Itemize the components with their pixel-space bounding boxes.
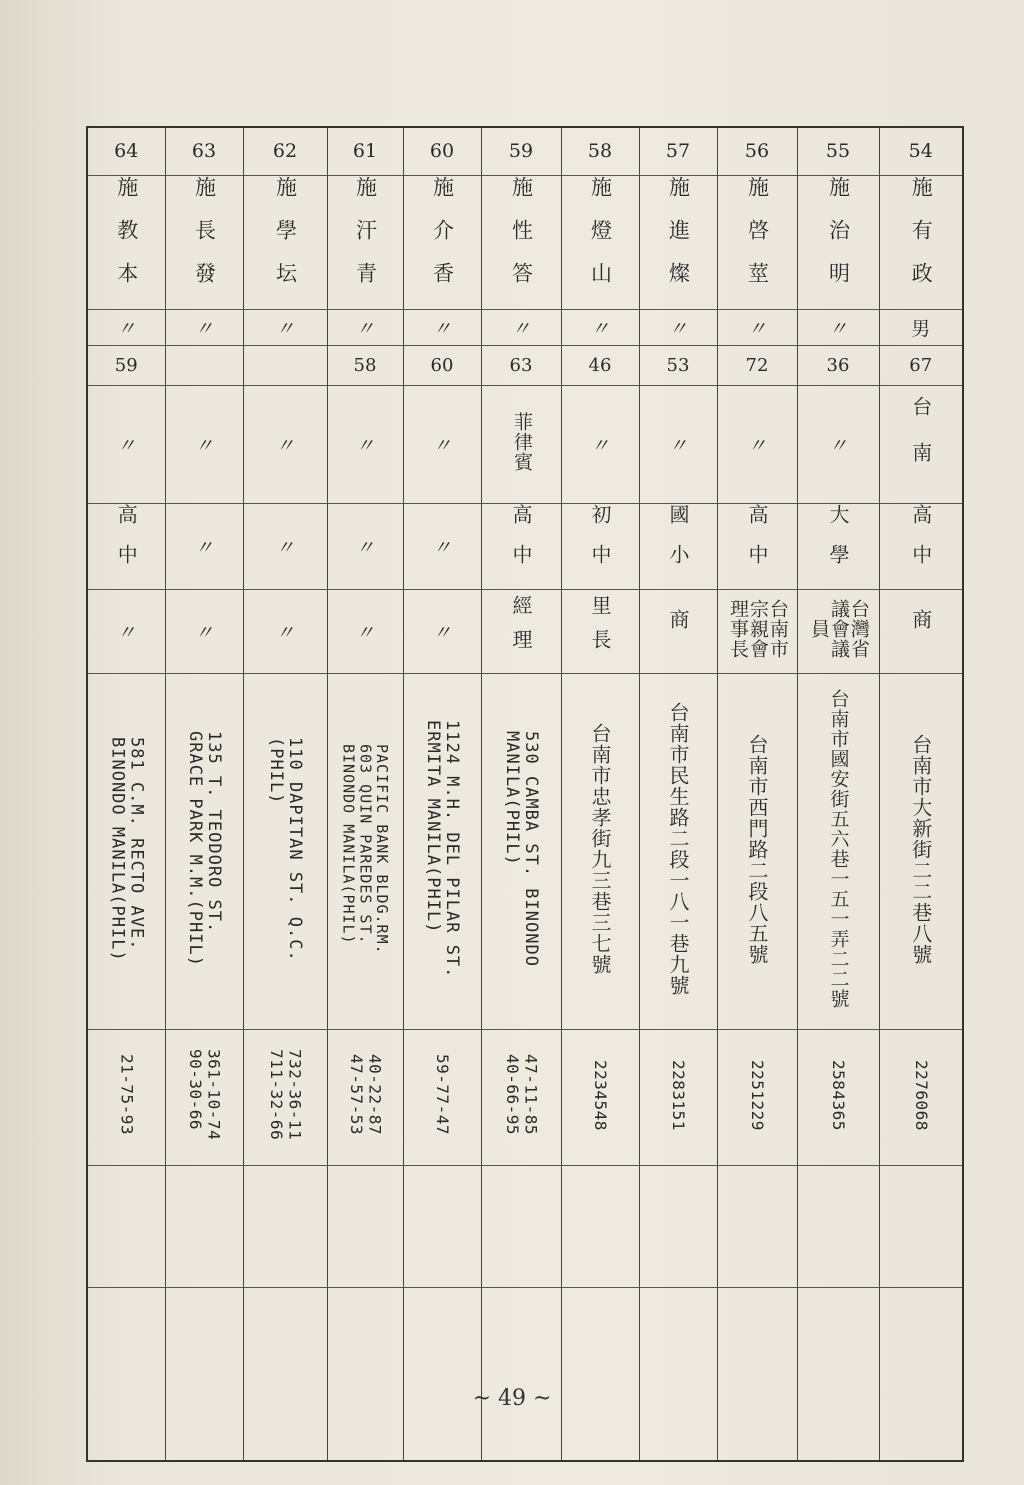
cell-number [327, 127, 403, 175]
cell-age [797, 345, 879, 385]
cell-origin [165, 385, 243, 503]
cell-blank [327, 1287, 403, 1461]
member-address: 135 T. TEODORO ST. GRACE PARK M.M.(PHIL) [185, 731, 225, 967]
cell-education [797, 503, 879, 589]
cell-blank [639, 1165, 717, 1287]
cell-occupation [717, 589, 797, 673]
cell-name [481, 175, 561, 309]
member-sex: 〃 [355, 317, 375, 340]
cell-education [87, 503, 165, 589]
member-phone: 2584365 [829, 1059, 849, 1131]
member-phone: 2283151 [669, 1059, 689, 1131]
member-number: 63 [191, 140, 217, 163]
cell-phone [879, 1029, 963, 1165]
member-address: 530 CAMBA ST. BINONDO MANILA(PHIL) [502, 731, 542, 967]
member-age: 63 [509, 354, 533, 376]
member-origin: 〃 [747, 434, 767, 457]
member-phone: 732-36-11 711-32-66 [267, 1049, 305, 1141]
cell-sex [797, 309, 879, 345]
cell-name [639, 175, 717, 309]
member-number: 61 [352, 140, 378, 163]
row-age [87, 345, 963, 385]
cell-number [561, 127, 639, 175]
cell-name [717, 175, 797, 309]
cell-sex [717, 309, 797, 345]
cell-education [481, 503, 561, 589]
member-phone: 21-75-93 [117, 1054, 137, 1136]
cell-age [561, 345, 639, 385]
cell-address [717, 673, 797, 1029]
cell-phone [481, 1029, 561, 1165]
cell-education [639, 503, 717, 589]
cell-number [403, 127, 481, 175]
cell-address [481, 673, 561, 1029]
cell-education [717, 503, 797, 589]
member-number: 60 [429, 140, 455, 163]
member-phone: 2234548 [591, 1059, 611, 1131]
cell-blank [561, 1165, 639, 1287]
cell-blank [797, 1165, 879, 1287]
member-name: 施學坛 [273, 175, 298, 305]
cell-name [87, 175, 165, 309]
cell-age [243, 345, 327, 385]
member-sex: 〃 [194, 317, 214, 340]
row-education [87, 503, 963, 589]
cell-age [165, 345, 243, 385]
cell-occupation [87, 589, 165, 673]
cell-occupation [879, 589, 963, 673]
cell-blank [165, 1165, 243, 1287]
member-education: 大學 [826, 504, 850, 584]
member-age: 46 [588, 354, 612, 376]
cell-occupation [327, 589, 403, 673]
cell-education [879, 503, 963, 589]
member-sex: 〃 [828, 317, 848, 340]
member-name: 施治明 [826, 175, 851, 305]
member-address: 台南市大新街二二巷八號 [908, 733, 933, 965]
cell-origin [243, 385, 327, 503]
member-name: 施教本 [114, 175, 139, 305]
member-occupation: 〃 [116, 621, 136, 644]
member-age: 60 [430, 354, 454, 376]
member-education: 國小 [666, 504, 690, 584]
cell-phone [165, 1029, 243, 1165]
member-number: 64 [114, 140, 139, 163]
cell-address [165, 673, 243, 1029]
page-number: ~ 49 ~ [472, 1386, 552, 1411]
cell-origin [87, 385, 165, 503]
member-name: 施介香 [430, 175, 455, 305]
member-name: 施燈山 [588, 175, 613, 305]
member-education: 〃 [275, 536, 295, 559]
cell-address [327, 673, 403, 1029]
cell-blank [717, 1165, 797, 1287]
member-number: 54 [908, 140, 933, 163]
member-origin: 〃 [194, 434, 214, 457]
cell-origin [717, 385, 797, 503]
member-age: 58 [353, 354, 377, 376]
member-education: 高中 [509, 504, 533, 584]
member-number: 55 [825, 140, 851, 163]
cell-phone [639, 1029, 717, 1165]
cell-name [403, 175, 481, 309]
cell-phone [403, 1029, 481, 1165]
cell-blank [481, 1287, 561, 1461]
member-origin: 〃 [355, 434, 375, 457]
member-address: 1124 M.H. DEL PILAR ST. ERMITA MANILA(PHIL) [423, 719, 463, 979]
cell-number [243, 127, 327, 175]
cell-blank [243, 1287, 327, 1461]
member-sex: 〃 [432, 317, 452, 340]
cell-phone [797, 1029, 879, 1165]
member-number: 57 [665, 140, 691, 163]
cell-occupation [561, 589, 639, 673]
row-occupation [87, 589, 963, 673]
cell-education [165, 503, 243, 589]
member-education: 〃 [355, 536, 375, 559]
member-education: 初中 [588, 504, 612, 584]
row-blank [87, 1165, 963, 1287]
member-phone: 2276068 [911, 1059, 931, 1131]
cell-education [561, 503, 639, 589]
cell-number [717, 127, 797, 175]
cell-address [87, 673, 165, 1029]
cell-blank [243, 1165, 327, 1287]
cell-blank [403, 1165, 481, 1287]
cell-blank [561, 1287, 639, 1461]
row-number [87, 127, 963, 175]
member-origin: 〃 [432, 434, 452, 457]
cell-occupation [639, 589, 717, 673]
cell-origin [327, 385, 403, 503]
member-origin: 〃 [828, 434, 848, 457]
member-sex: 〃 [511, 317, 531, 340]
row-phone [87, 1029, 963, 1165]
cell-age [87, 345, 165, 385]
cell-sex [243, 309, 327, 345]
cell-name [797, 175, 879, 309]
member-origin: 〃 [116, 434, 136, 457]
member-origin: 〃 [275, 434, 295, 457]
cell-sex [879, 309, 963, 345]
member-sex: 〃 [747, 317, 767, 340]
cell-phone [87, 1029, 165, 1165]
member-sex: 〃 [116, 317, 136, 340]
member-name: 施汗青 [353, 175, 378, 305]
member-name: 施性答 [509, 175, 534, 305]
member-address: 110 DAPITAN ST. Q.C. (PHIL) [266, 736, 306, 962]
cell-education [403, 503, 481, 589]
row-sex [87, 309, 963, 345]
cell-address [561, 673, 639, 1029]
member-phone: 59-77-47 [433, 1054, 453, 1136]
member-occupation: 台灣省議會議員 [808, 599, 870, 659]
member-number: 59 [508, 140, 534, 163]
cell-blank [717, 1287, 797, 1461]
member-phone: 47-11-85 40-66-95 [503, 1054, 541, 1136]
member-origin: 菲律賓 [510, 412, 533, 472]
cell-occupation [481, 589, 561, 673]
cell-sex [87, 309, 165, 345]
cell-occupation [403, 589, 481, 673]
cell-sex [481, 309, 561, 345]
member-occupation: 商 [666, 609, 690, 649]
cell-blank [481, 1165, 561, 1287]
member-sex: 〃 [275, 317, 295, 340]
member-sex: 男 [911, 317, 931, 340]
member-occupation: 〃 [275, 621, 295, 644]
member-phone: 2251229 [748, 1059, 768, 1131]
member-occupation: 里長 [588, 595, 612, 663]
member-number: 56 [744, 140, 770, 163]
member-occupation: 〃 [194, 621, 214, 644]
member-age: 72 [745, 354, 769, 376]
member-age: 59 [114, 354, 138, 376]
member-address: PACIFIC BANK BLDG.RM. 603 QUIN PAREDES ST. BINONDO MANILA(PHIL) [339, 743, 392, 955]
row-name [87, 175, 963, 309]
cell-number [87, 127, 165, 175]
cell-name [879, 175, 963, 309]
cell-sex [165, 309, 243, 345]
cell-education [327, 503, 403, 589]
member-age: 67 [909, 354, 933, 376]
cell-phone [327, 1029, 403, 1165]
member-sex: 〃 [668, 317, 688, 340]
member-phone: 361-10-74 90-30-66 [186, 1049, 224, 1141]
member-occupation: 商 [908, 609, 933, 649]
cell-occupation [797, 589, 879, 673]
member-occupation: 〃 [432, 621, 452, 644]
cell-phone [243, 1029, 327, 1165]
cell-name [327, 175, 403, 309]
cell-age [717, 345, 797, 385]
member-origin: 台南 [908, 396, 933, 488]
cell-number [797, 127, 879, 175]
member-occupation: 台南市宗親會理事長 [727, 599, 789, 659]
cell-age [879, 345, 963, 385]
cell-blank [87, 1287, 165, 1461]
member-address: 台南市國安街五六巷一五一弄二二號 [827, 689, 850, 1009]
member-education: 〃 [432, 536, 452, 559]
cell-phone [717, 1029, 797, 1165]
member-occupation: 經理 [509, 595, 533, 663]
cell-number [879, 127, 963, 175]
member-roster-table [86, 126, 964, 1462]
cell-blank [165, 1287, 243, 1461]
cell-origin [879, 385, 963, 503]
cell-address [243, 673, 327, 1029]
member-origin: 〃 [590, 434, 610, 457]
cell-occupation [243, 589, 327, 673]
cell-number [481, 127, 561, 175]
cell-sex [327, 309, 403, 345]
cell-origin [403, 385, 481, 503]
member-name: 施啓莖 [745, 175, 770, 305]
member-number: 62 [272, 140, 298, 163]
cell-blank [797, 1287, 879, 1461]
member-education: 高中 [745, 504, 769, 584]
member-address: 台南市忠孝街九三巷三七號 [588, 723, 612, 975]
cell-age [403, 345, 481, 385]
cell-blank [879, 1287, 963, 1461]
member-name: 施有政 [909, 175, 934, 305]
cell-sex [561, 309, 639, 345]
member-name: 施進燦 [666, 175, 691, 305]
cell-origin [481, 385, 561, 503]
cell-sex [639, 309, 717, 345]
cell-age [327, 345, 403, 385]
cell-number [639, 127, 717, 175]
row-origin [87, 385, 963, 503]
member-address: 台南市民生路二段一八一巷九號 [666, 702, 690, 996]
cell-blank [87, 1165, 165, 1287]
member-age: 36 [826, 354, 850, 376]
cell-blank [639, 1287, 717, 1461]
member-origin: 〃 [668, 434, 688, 457]
cell-blank [403, 1287, 481, 1461]
cell-age [481, 345, 561, 385]
cell-occupation [165, 589, 243, 673]
member-phone: 40-22-87 47-57-53 [347, 1054, 385, 1136]
member-occupation: 〃 [355, 621, 375, 644]
member-address: 581 C.M. RECTO AVE. BINONDO MANILA(PHIL) [107, 736, 147, 962]
member-number: 58 [587, 140, 613, 163]
member-education: 高中 [908, 504, 933, 584]
member-education: 高中 [114, 504, 139, 584]
cell-address [797, 673, 879, 1029]
cell-education [243, 503, 327, 589]
cell-blank [879, 1165, 963, 1287]
cell-origin [797, 385, 879, 503]
cell-number [165, 127, 243, 175]
member-education: 〃 [194, 536, 214, 559]
cell-name [165, 175, 243, 309]
cell-name [561, 175, 639, 309]
member-sex: 〃 [590, 317, 610, 340]
cell-address [879, 673, 963, 1029]
cell-blank [327, 1165, 403, 1287]
cell-address [403, 673, 481, 1029]
cell-sex [403, 309, 481, 345]
cell-origin [639, 385, 717, 503]
cell-phone [561, 1029, 639, 1165]
row-address [87, 673, 963, 1029]
cell-name [243, 175, 327, 309]
member-age: 53 [666, 354, 690, 376]
member-name: 施長發 [192, 175, 217, 305]
member-address: 台南市西門路二段八五號 [745, 733, 769, 965]
cell-address [639, 673, 717, 1029]
row-blank [87, 1287, 963, 1461]
cell-age [639, 345, 717, 385]
cell-origin [561, 385, 639, 503]
